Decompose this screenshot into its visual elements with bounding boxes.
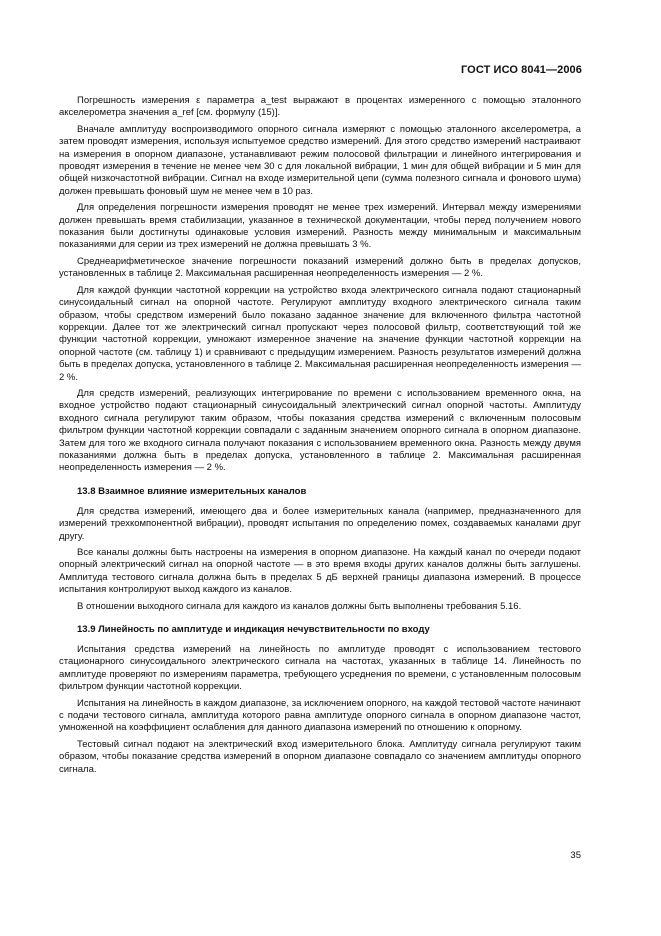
page-number: 35 [570, 850, 581, 861]
paragraph: Для средства измерений, имеющего два и более измерительных канала (например, предназначенного для измерений трехкомпонентной вибрации), проводят испытания по определению помех, создаваемых каналами друг другу. [59, 505, 581, 542]
section-heading-13-8: 13.8 Взаимное влияние измерительных каналов [77, 485, 307, 497]
standard-header: ГОСТ ИСО 8041—2006 [460, 64, 582, 76]
paragraph: Испытания средства измерений на линейность по амплитуде проводят с использованием тестового стационарного синусоидального электрического сигнала на частотах, указанных в таблице 14. Линейность по амплитуде проверяют по измерениям параметра, требующего усреднения по времени, с установленным полосовым фильтром функции частотной коррекции. [59, 644, 581, 693]
paragraph: Тестовый сигнал подают на электрический вход измерительного блока. Амплитуду сигнала регулируют таким образом, чтобы показание средства измерений в опорном диапазоне совпадало со значением амплитуды опорного сигнала. [59, 738, 581, 775]
paragraph: Погрешность измерения ε параметра a_test выражают в процентах измеренного с помощью эталонного акселерометра значения a_ref [см. формулу (15)]. [59, 95, 581, 119]
paragraph: Испытания на линейность в каждом диапазоне, за исключением опорного, на каждой тестовой частоте начинают с подачи тестового сигнала, амплитуда которого равна амплитуде опорного сигнала в опорном диапазоне частот, умноженной на коэффициент ослабления для данного диапазона измерений по отношению к опорному. [59, 697, 581, 734]
paragraph: Для средств измерений, реализующих интегрирование по времени с использованием временного окна, на входное устройство подают стационарный синусоидальный электрический сигнал опорной частоты. Амплитуду входного сигнала регулируют таким образом, чтобы показания средства измерений с включенным полосовым фильтром функции частотной коррекции совпадали с заданным значением опорного сигнала в опорном диапазоне. Затем для того же входного сигнала получают показания с использованием временного окна. Разность между двумя показаниями должна быть в пределах допуска, установленного в таблице 2. Максимальная расширенная неопределенность измерения — 2 %. [59, 387, 581, 474]
section-heading-13-9: 13.9 Линейность по амплитуде и индикация нечувствительности по входу [77, 624, 430, 636]
paragraph: Вначале амплитуду воспроизводимого опорного сигнала измеряют с помощью эталонного акселерометра, а затем проводят измерения, используя испытуемое средство измерений. Для этого средство измерений настраивают на измерения в опорном диапазоне, устанавливают режим полосовой фильтрации и линейного интегрирования и проводят измерения в течение не менее чем 30 с для локальной вибрации, 1 мин для общей вибрации и 5 мин для общей низкочастотной вибрации. Сигнал на входе измерительной цепи (сумма полезного сигнала и фонового шума) должен превышать фоновый шум не менее чем в 10 раз. [59, 123, 581, 197]
paragraph: Все каналы должны быть настроены на измерения в опорном диапазоне. На каждый канал по очереди подают опорный электрический сигнал на опорной частоте — в это время входы других каналов должны быть заглушены. Амплитуда тестового сигнала должна быть в пределах 5 дБ верхней границы диапазона измерений. В процессе испытания контролируют выход каждого из каналов. [59, 547, 581, 596]
paragraph: В отношении выходного сигнала для каждого из каналов должны быть выполнены требования 5.16. [77, 600, 522, 612]
paragraph: Среднеарифметическое значение погрешности показаний измерений должно быть в пределах допусков, установленных в таблице 2. Максимальная расширенная неопределенность измерения — 2 %. [59, 255, 581, 280]
page-content [59, 95, 581, 780]
paragraph: Для определения погрешности измерения проводят не менее трех измерений. Интервал между измерениями должен превышать время стабилизации, указанное в технической документации, чтобы перед получением нового показания были достигнуты одинаковые условия измерений. Разность между минимальным и максимальным показаниями для серии из трех измерений не должна превышать 3 %. [59, 202, 581, 251]
paragraph: Для каждой функции частотной коррекции на устройство входа электрического сигнала подают стационарный синусоидальный сигнал на опорной частоте. Регулируют амплитуду входного электрического сигнала таким образом, чтобы средством измерений было показано заданное значение для включенного фильтра частотной коррекции. Далее тот же электрический сигнал пропускают через полосовой фильтр, соответствующий той же функции частотной коррекции, умножают измеренное значение на значение функции частотной коррекции на опорной частоте (см. таблицу 1) и сравнивают с предыдущим измерением. Разность результатов измерений должна быть в пределах допуска, установленного в таблице 2. Максимальная расширенная неопределенность измерения — 2 %. [59, 284, 581, 383]
